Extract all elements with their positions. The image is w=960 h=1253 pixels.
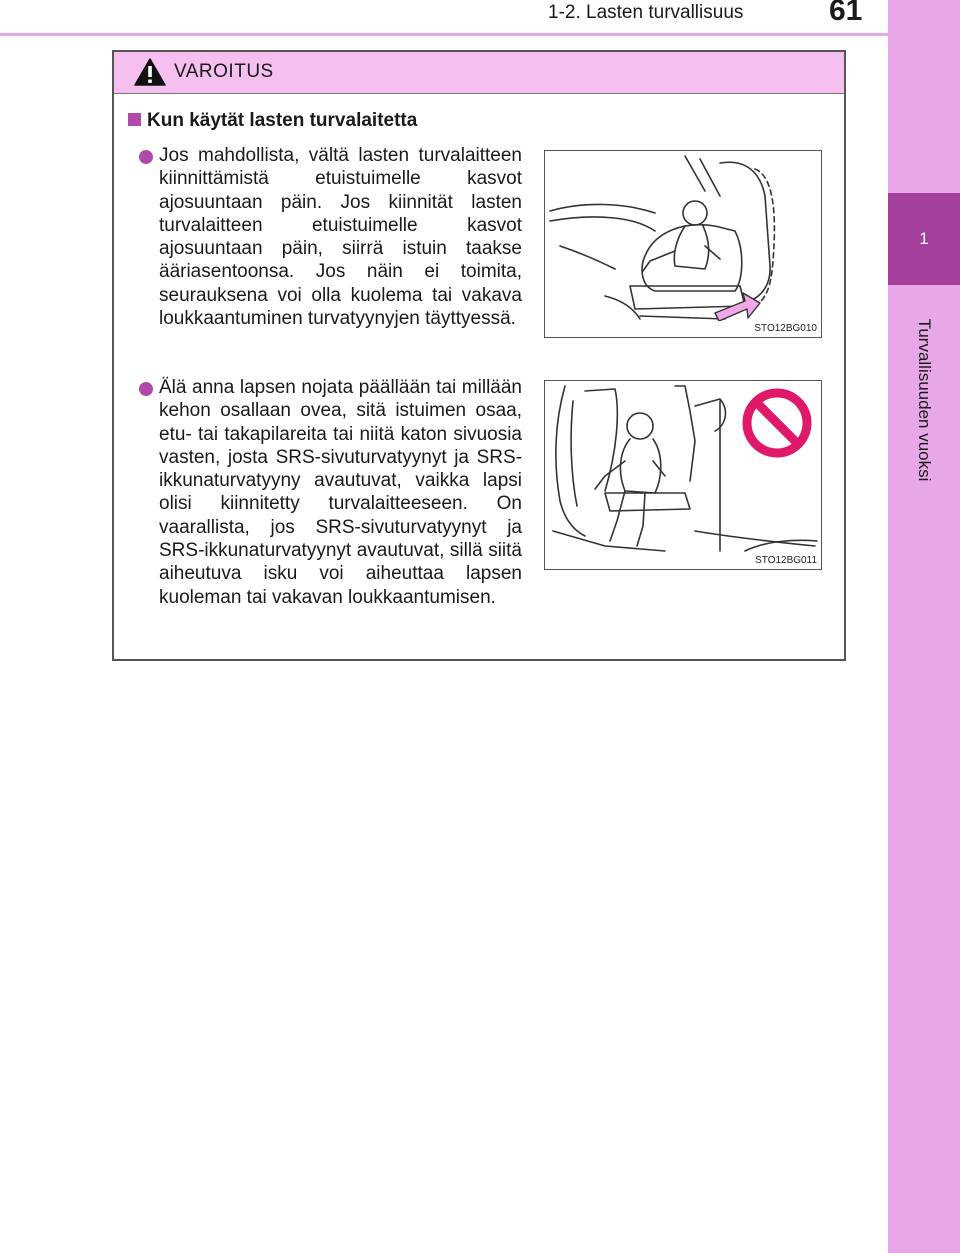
child-booster-illustration bbox=[545, 381, 821, 553]
chapter-number: 1 bbox=[888, 193, 960, 285]
chapter-title: Turvallisuuden vuoksi bbox=[915, 318, 934, 482]
warning-title: VAROITUS bbox=[174, 61, 274, 82]
warning-box bbox=[112, 50, 846, 661]
page-number: 61 bbox=[829, 0, 863, 27]
header-divider bbox=[0, 33, 888, 36]
section-heading bbox=[128, 110, 417, 132]
header-section-title: 1-2. Lasten turvallisuus bbox=[548, 2, 744, 23]
warning-item-text: Jos mahdollista, vältä lasten turvalaitteen kiinnittämistä etuistuimelle kasvot ajosuuntaan päin. Jos kiinnität lasten turvalaitteen etuistuimelle kasvot ajosuuntaan päin, siirrä istuin taakse ääriasentoonsa. Jos näin ei toimita, seurauksena voi olla kuolema tai vakava loukkaantuminen turvatyynyjen täyttyessä. bbox=[159, 145, 522, 330]
section-heading-text: Kun käytät lasten turvalaitetta bbox=[147, 110, 418, 131]
side-tab bbox=[888, 0, 960, 1253]
warning-triangle-icon bbox=[134, 57, 166, 87]
figure-child-seat-front bbox=[544, 150, 822, 338]
warning-item-text: Älä anna lapsen nojata päällään tai millään kehon osallaan ovea, sitä istuimen osaa, etu- tai takapilareita tai niitä katon sivuosia vasten, josta SRS-sivuturvatyynyt ja SRS-ikkunaturvatyyny avautuvat, vaikka lapsi olisi kiinnitetty turvalaitteeseen. On vaarallista, jos SRS-sivuturvatyynyt ja SRS-ikkunaturvatyynyt avautuvat, sillä siitä aiheutuva isku voi aiheuttaa lapsen kuoleman tai vakavan loukkaantumisen. bbox=[159, 377, 522, 608]
figure-code: STO12BG011 bbox=[755, 555, 817, 566]
warning-header bbox=[114, 52, 844, 94]
child-seat-illustration bbox=[545, 151, 821, 321]
bullet-icon bbox=[139, 382, 153, 396]
square-bullet-icon bbox=[128, 113, 141, 126]
figure-child-leaning-door bbox=[544, 380, 822, 570]
figure-code: STO12BG010 bbox=[754, 323, 817, 334]
bullet-icon bbox=[139, 150, 153, 164]
